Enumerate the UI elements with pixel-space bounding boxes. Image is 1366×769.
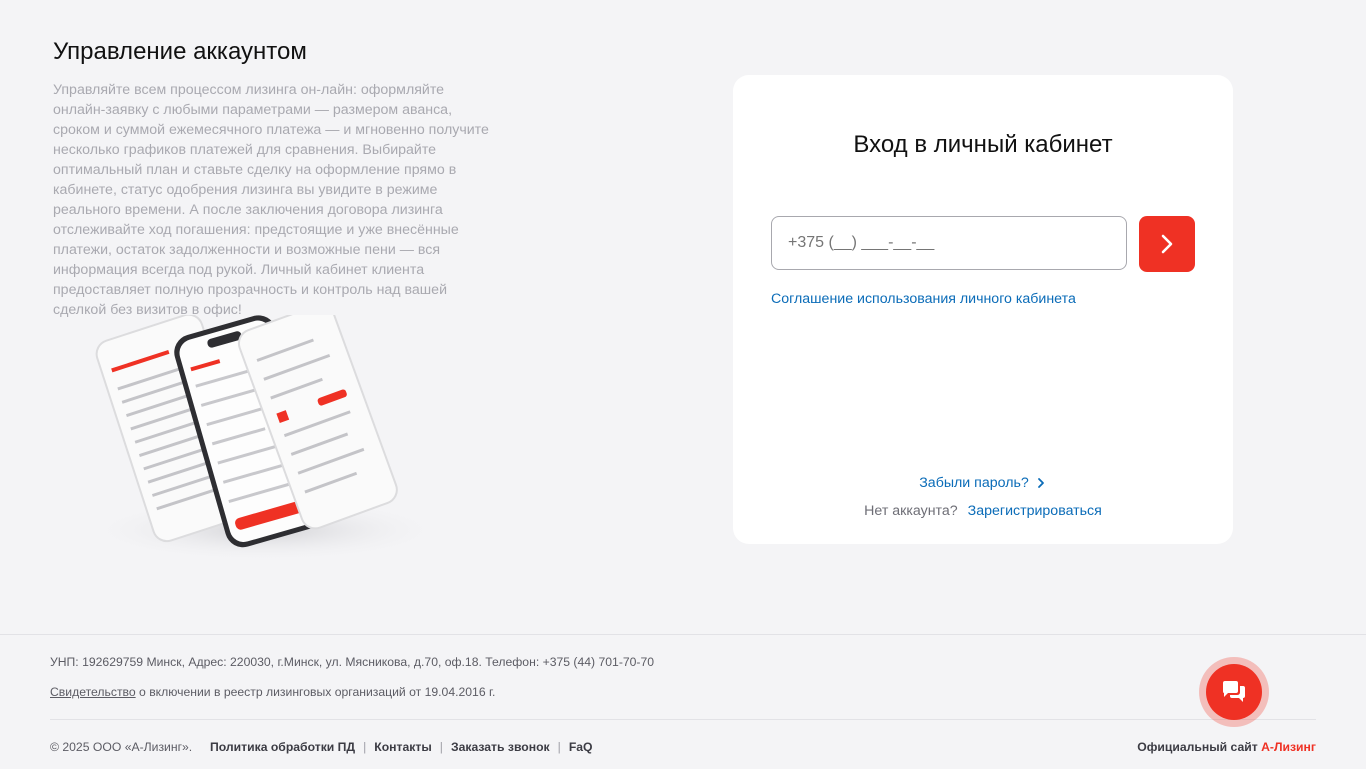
company-info: УНП: 192629759 Минск, Адрес: 220030, г.Минск, ул. Мясникова, д.70, оф.18. Телефон: +375 (44) 701-70-70 xyxy=(50,655,655,669)
phone-input[interactable] xyxy=(771,216,1127,270)
certificate-text: о включении в реестр лизинговых организаций от 19.04.2016 г. xyxy=(135,685,496,699)
agreement-link[interactable]: Соглашение использования личного кабинета xyxy=(771,291,1076,307)
chat-bubbles-icon xyxy=(1221,680,1247,704)
privacy-policy-link[interactable]: Политика обработки ПД xyxy=(210,740,356,754)
no-account-text: Нет аккаунта? xyxy=(864,503,958,519)
phones-illustration xyxy=(75,315,445,570)
copyright: © 2025 ООО «А-Лизинг». xyxy=(50,740,193,754)
chevron-right-icon xyxy=(1035,477,1047,489)
phones-image xyxy=(75,315,445,570)
forgot-row xyxy=(733,475,1233,491)
login-title: Вход в личный кабинет xyxy=(853,131,1113,158)
request-call-link[interactable]: Заказать звонок xyxy=(450,740,550,754)
register-row xyxy=(733,503,1233,519)
chat-button[interactable] xyxy=(1199,657,1269,727)
submit-button[interactable] xyxy=(1139,216,1195,272)
login-card xyxy=(733,75,1233,544)
brand-name: А-Лизинг xyxy=(1261,740,1316,754)
intro-title: Управление аккаунтом xyxy=(53,38,307,65)
separator: | xyxy=(439,740,443,754)
contacts-link[interactable]: Контакты xyxy=(374,740,432,754)
separator: | xyxy=(557,740,561,754)
separator: | xyxy=(363,740,367,754)
official-site xyxy=(1137,740,1316,754)
forgot-password-label: Забыли пароль? xyxy=(919,475,1029,491)
footer-links xyxy=(210,740,593,754)
chevron-right-icon xyxy=(1156,233,1178,255)
certificate-row xyxy=(50,685,495,699)
footer xyxy=(0,634,1366,769)
intro-description: Управляйте всем процессом лизинга он-лайн: оформляйте онлайн-заявку с любыми параметрами — размером аванса, сроком и суммой ежемесячного платежа — и мгновенно получите несколько графиков платежей для сравнения. Выбирайте оптимальный план и ставьте сделку на оформление прямо в кабинете, статус одобрения лизинга вы увидите в режиме реального времени. А после заключения договора лизинга отслеживайте ход погашения: предстоящие и уже внесённые платежи, остаток задолженности и возможные пени — вся информация всегда под рукой. Личный кабинет клиента предоставляет полную прозрачность и контроль над вашей сделкой без визитов в офис! xyxy=(53,82,489,318)
intro-section xyxy=(53,38,498,320)
forgot-password-link[interactable] xyxy=(919,475,1047,491)
footer-divider xyxy=(50,719,1316,720)
official-site-prefix: Официальный сайт xyxy=(1137,740,1262,754)
faq-link[interactable]: FaQ xyxy=(568,740,593,754)
register-link[interactable]: Зарегистрироваться xyxy=(967,503,1102,519)
chat-button-inner xyxy=(1206,664,1262,720)
certificate-link[interactable]: Свидетельство xyxy=(50,685,136,699)
